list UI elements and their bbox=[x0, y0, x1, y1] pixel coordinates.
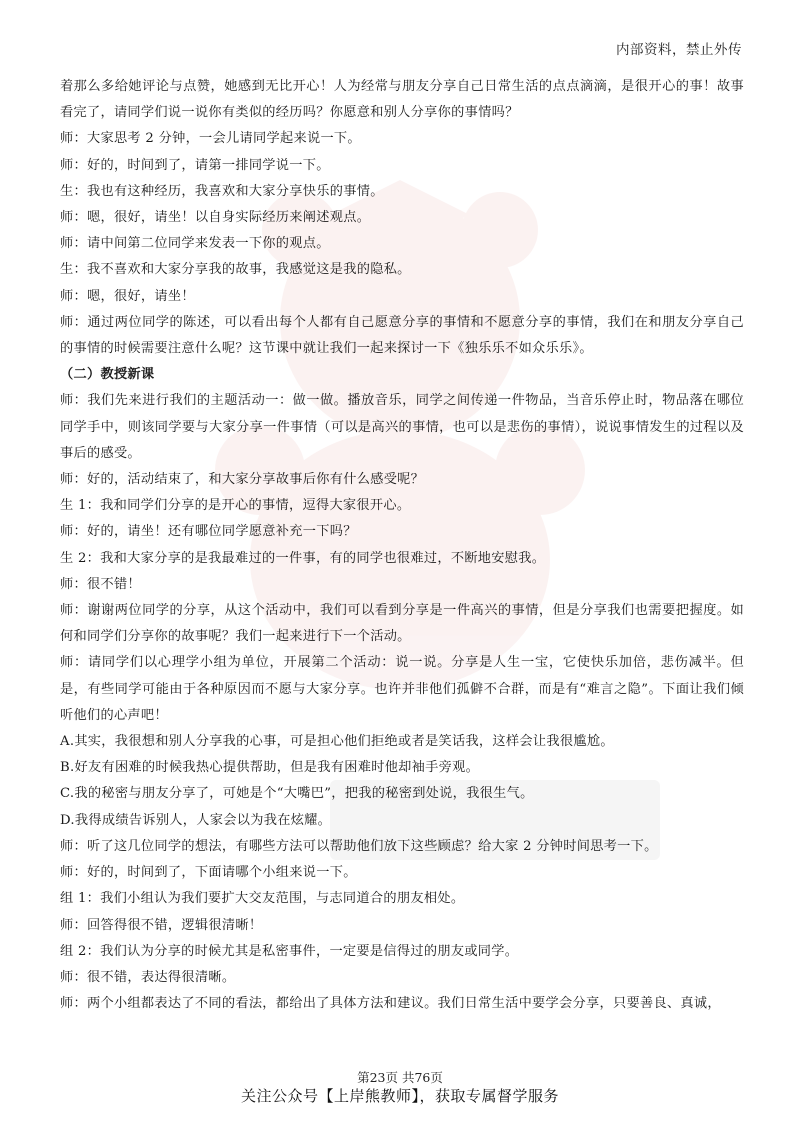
paragraph-dialogue: 师：请同学们以心理学小组为单位，开展第二个活动：说一说。分享是人生一宝，它使快乐加倍，悲伤减半。但是，有些同学可能由于各种原因而不愿与大家分享。也许并非他们孤僻不合群，而是有“难言之隐”。下面让我们倾听他们的心声吧！ bbox=[60, 655, 744, 723]
paragraph-dialogue: 师：嗯，很好，请坐！以自身实际经历来阐述观点。 bbox=[60, 210, 371, 226]
paragraph-story-end: 着那么多给她评论与点赞，她感到无比开心！人为经常与朋友分享自己日常生活的点点滴滴，是很开心的事！故事看完了，请同学们说一说你有类似的经历吗？你愿意和别人分享你的事情吗？ bbox=[60, 79, 744, 121]
paragraph-dialogue: 生 2：我和大家分享的是我最难过的一件事，有的同学也很难过，不断地安慰我。 bbox=[60, 550, 546, 566]
paragraph-dialogue: 师：两个小组都表达了不同的看法，都给出了具体方法和建议。我们日常生活中要学会分享，只要善良、真诚， bbox=[60, 996, 721, 1012]
paragraph-dialogue: 师：好的，时间到了，请第一排同学说一下。 bbox=[60, 157, 330, 173]
paragraph-dialogue: 生 1：我和同学们分享的是开心的事情，逗得大家很开心。 bbox=[60, 498, 411, 514]
paragraph-dialogue: 师：大家思考 2 分钟，一会儿请同学起来说一下。 bbox=[60, 131, 361, 147]
paragraph-dialogue: 生：我也有这种经历，我喜欢和大家分享快乐的事情。 bbox=[60, 183, 384, 199]
paragraph-dialogue: 组 1：我们小组认为我们要扩大交友范围，与志同道合的朋友相处。 bbox=[60, 891, 465, 907]
list-item-option-b: B.好友有困难的时候我热心提供帮助，但是我有困难时他却袖手旁观。 bbox=[60, 760, 480, 776]
header-confidential-note: 内部资料，禁止外传 bbox=[616, 42, 742, 58]
paragraph-dialogue: 组 2：我们认为分享的时候尤其是私密事件，一定要是信得过的朋友或同学。 bbox=[60, 943, 519, 959]
paragraph-dialogue: 生：我不喜欢和大家分享我的故事，我感觉这是我的隐私。 bbox=[60, 262, 411, 278]
paragraph-dialogue: 师：好的，时间到了，下面请哪个小组来说一下。 bbox=[60, 865, 357, 881]
list-item-option-c: C.我的秘密与朋友分享了，可她是个“大嘴巴”，把我的秘密到处说，我很生气。 bbox=[60, 786, 534, 802]
paragraph-dialogue: 师：回答得很不错，逻辑很清晰！ bbox=[60, 917, 263, 933]
paragraph-dialogue: 师：听了这几位同学的想法，有哪些方法可以帮助他们放下这些顾虑？给大家 2 分钟时间思考一下。 bbox=[60, 838, 658, 854]
section-heading-new-lesson: （二）教授新课 bbox=[60, 367, 155, 383]
footer-promo-text: 关注公众号【上岸熊教师】，获取专属督学服务 bbox=[240, 1087, 559, 1105]
paragraph-dialogue: 师：很不错，表达得很清晰。 bbox=[60, 969, 236, 985]
paragraph-dialogue: 师：通过两位同学的陈述，可以看出每个人都有自己愿意分享的事情和不愿意分享的事情，我们在和朋友分享自己的事情的时候需要注意什么呢？这节课中就让我们一起来探讨一下《独乐乐不如众乐乐》。 bbox=[60, 314, 744, 357]
lesson-body bbox=[60, 74, 744, 1017]
paragraph-dialogue: 师：请中间第二位同学来发表一下你的观点。 bbox=[60, 236, 330, 252]
paragraph-dialogue: 师：好的，活动结束了，和大家分享故事后你有什么感受呢？ bbox=[60, 472, 425, 488]
paragraph-dialogue: 师：好的，请坐！还有哪位同学愿意补充一下吗？ bbox=[60, 524, 357, 540]
list-item-option-a: A.其实，我很想和别人分享我的心事，可是担心他们拒绝或者是笑话我，这样会让我很尴尬。 bbox=[60, 734, 614, 750]
paragraph-dialogue: 师：谢谢两位同学的分享，从这个活动中，我们可以看到分享是一件高兴的事情，但是分享我们也需要把握度。如何和同学们分享你的故事呢？我们一起来进行下一个活动。 bbox=[60, 603, 744, 645]
paragraph-dialogue: 师：我们先来进行我们的主题活动一：做一做。播放音乐，同学之间传递一件物品，当音乐停止时，物品落在哪位同学手中，则该同学要与大家分享一件事情（可以是高兴的事情，也可以是悲伤的事情），说说事情发生的过程以及事后的感受。 bbox=[60, 393, 744, 461]
paragraph-dialogue: 师：嗯，很好，请坐！ bbox=[60, 288, 195, 304]
list-item-option-d: D.我得成绩告诉别人，人家会以为我在炫耀。 bbox=[60, 812, 332, 828]
paragraph-dialogue: 师：很不错！ bbox=[60, 576, 141, 592]
page-number: 第23页 共76页 bbox=[357, 1070, 443, 1085]
